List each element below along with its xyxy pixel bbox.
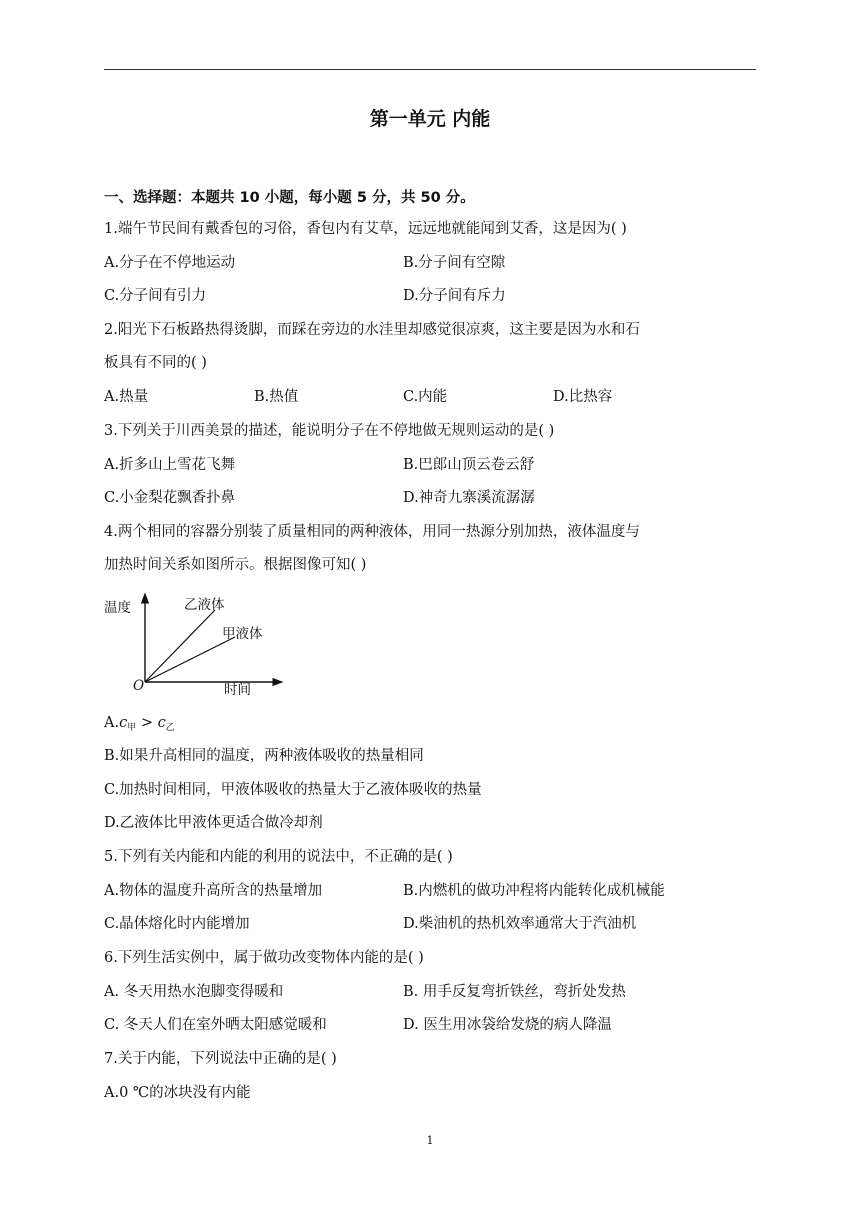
question-4-stem-line-2: 加热时间关系如图所示。根据图像可知( )	[104, 557, 367, 573]
specific-heat-symbol: c	[157, 715, 166, 731]
question-1-option-a: A.分子在不停地运动	[104, 255, 236, 271]
question-1-stem: 1.端午节民间有戴香包的习俗，香包内有艾草，远远地就能闻到艾香，这是因为( )	[104, 221, 627, 237]
question-5-stem: 5.下列有关内能和内能的利用的说法中，不正确的是( )	[104, 849, 453, 865]
question-2-option-c: C.内能	[403, 389, 448, 405]
line-jia	[145, 637, 235, 682]
question-3-option-d: D.神奇九寨溪流潺潺	[403, 490, 535, 506]
question-6-option-d: D. 医生用冰袋给发烧的病人降温	[403, 1017, 612, 1033]
y-axis-label: 温度	[104, 600, 131, 616]
temperature-time-graph	[100, 590, 285, 698]
page-number: 1	[426, 1134, 434, 1147]
question-3-option-b: B.巴郎山顶云卷云舒	[403, 457, 535, 473]
question-2-option-b: B.热值	[254, 389, 299, 405]
subscript-yi: 乙	[165, 723, 175, 733]
specific-heat-symbol: c	[119, 715, 128, 731]
question-4-stem-line-1: 4.两个相同的容器分别装了质量相同的两种液体，用同一热源分别加热，液体温度与	[104, 524, 640, 540]
subscript-jia: 甲	[127, 723, 137, 733]
question-1-option-d: D.分子间有斥力	[403, 288, 506, 304]
question-4-option-b: B.如果升高相同的温度，两种液体吸收的热量相同	[104, 748, 424, 764]
greater-than: >	[136, 715, 158, 731]
label-jia: 甲液体	[222, 626, 263, 642]
question-4-option-c: C.加热时间相同，甲液体吸收的热量大于乙液体吸收的热量	[104, 782, 482, 798]
question-2-stem-line-1: 2.阳光下石板路热得烫脚，而踩在旁边的水洼里却感觉很凉爽，这主要是因为水和石	[104, 322, 640, 338]
question-5-option-a: A.物体的温度升高所含的热量增加	[104, 883, 323, 899]
question-5-option-b: B.内燃机的做功冲程将内能转化成机械能	[403, 883, 665, 899]
x-axis-label: 时间	[224, 682, 251, 698]
question-3-stem: 3.下列关于川西美景的描述，能说明分子在不停地做无规则运动的是( )	[104, 423, 555, 439]
line-yi	[145, 610, 215, 682]
question-1-option-c: C.分子间有引力	[104, 288, 207, 304]
question-6-stem: 6.下列生活实例中，属于做功改变物体内能的是( )	[104, 950, 424, 966]
page-title: 第一单元 内能	[369, 108, 491, 130]
question-2-stem-line-2: 板具有不同的( )	[104, 355, 207, 371]
question-2-option-d: D.比热容	[553, 389, 613, 405]
label-yi: 乙液体	[184, 597, 225, 613]
question-4-option-a	[104, 709, 175, 742]
question-6-option-b: B. 用手反复弯折铁丝，弯折处发热	[403, 984, 626, 1000]
question-2-option-a: A.热量	[104, 389, 149, 405]
question-7-stem: 7.关于内能，下列说法中正确的是( )	[104, 1051, 337, 1067]
question-5-option-d: D.柴油机的热机效率通常大于汽油机	[403, 916, 637, 932]
question-3-option-c: C.小金梨花飘香扑鼻	[104, 490, 236, 506]
question-5-option-c: C.晶体熔化时内能增加	[104, 916, 250, 932]
question-4-option-d: D.乙液体比甲液体更适合做冷却剂	[104, 815, 323, 831]
question-6-option-c: C. 冬天人们在室外晒太阳感觉暖和	[104, 1017, 327, 1033]
origin-label: O	[133, 678, 145, 694]
section-heading: 一、选择题：本题共 10 小题，每小题 5 分，共 50 分。	[104, 190, 475, 206]
question-6-option-a: A. 冬天用热水泡脚变得暖和	[104, 984, 284, 1000]
header-rule	[104, 69, 756, 70]
question-1-option-b: B.分子间有空隙	[403, 255, 506, 271]
question-3-option-a: A.折多山上雪花飞舞	[104, 457, 236, 473]
option-a-prefix: A.	[104, 715, 120, 731]
question-7-option-a: A.0 ℃的冰块没有内能	[104, 1085, 251, 1101]
